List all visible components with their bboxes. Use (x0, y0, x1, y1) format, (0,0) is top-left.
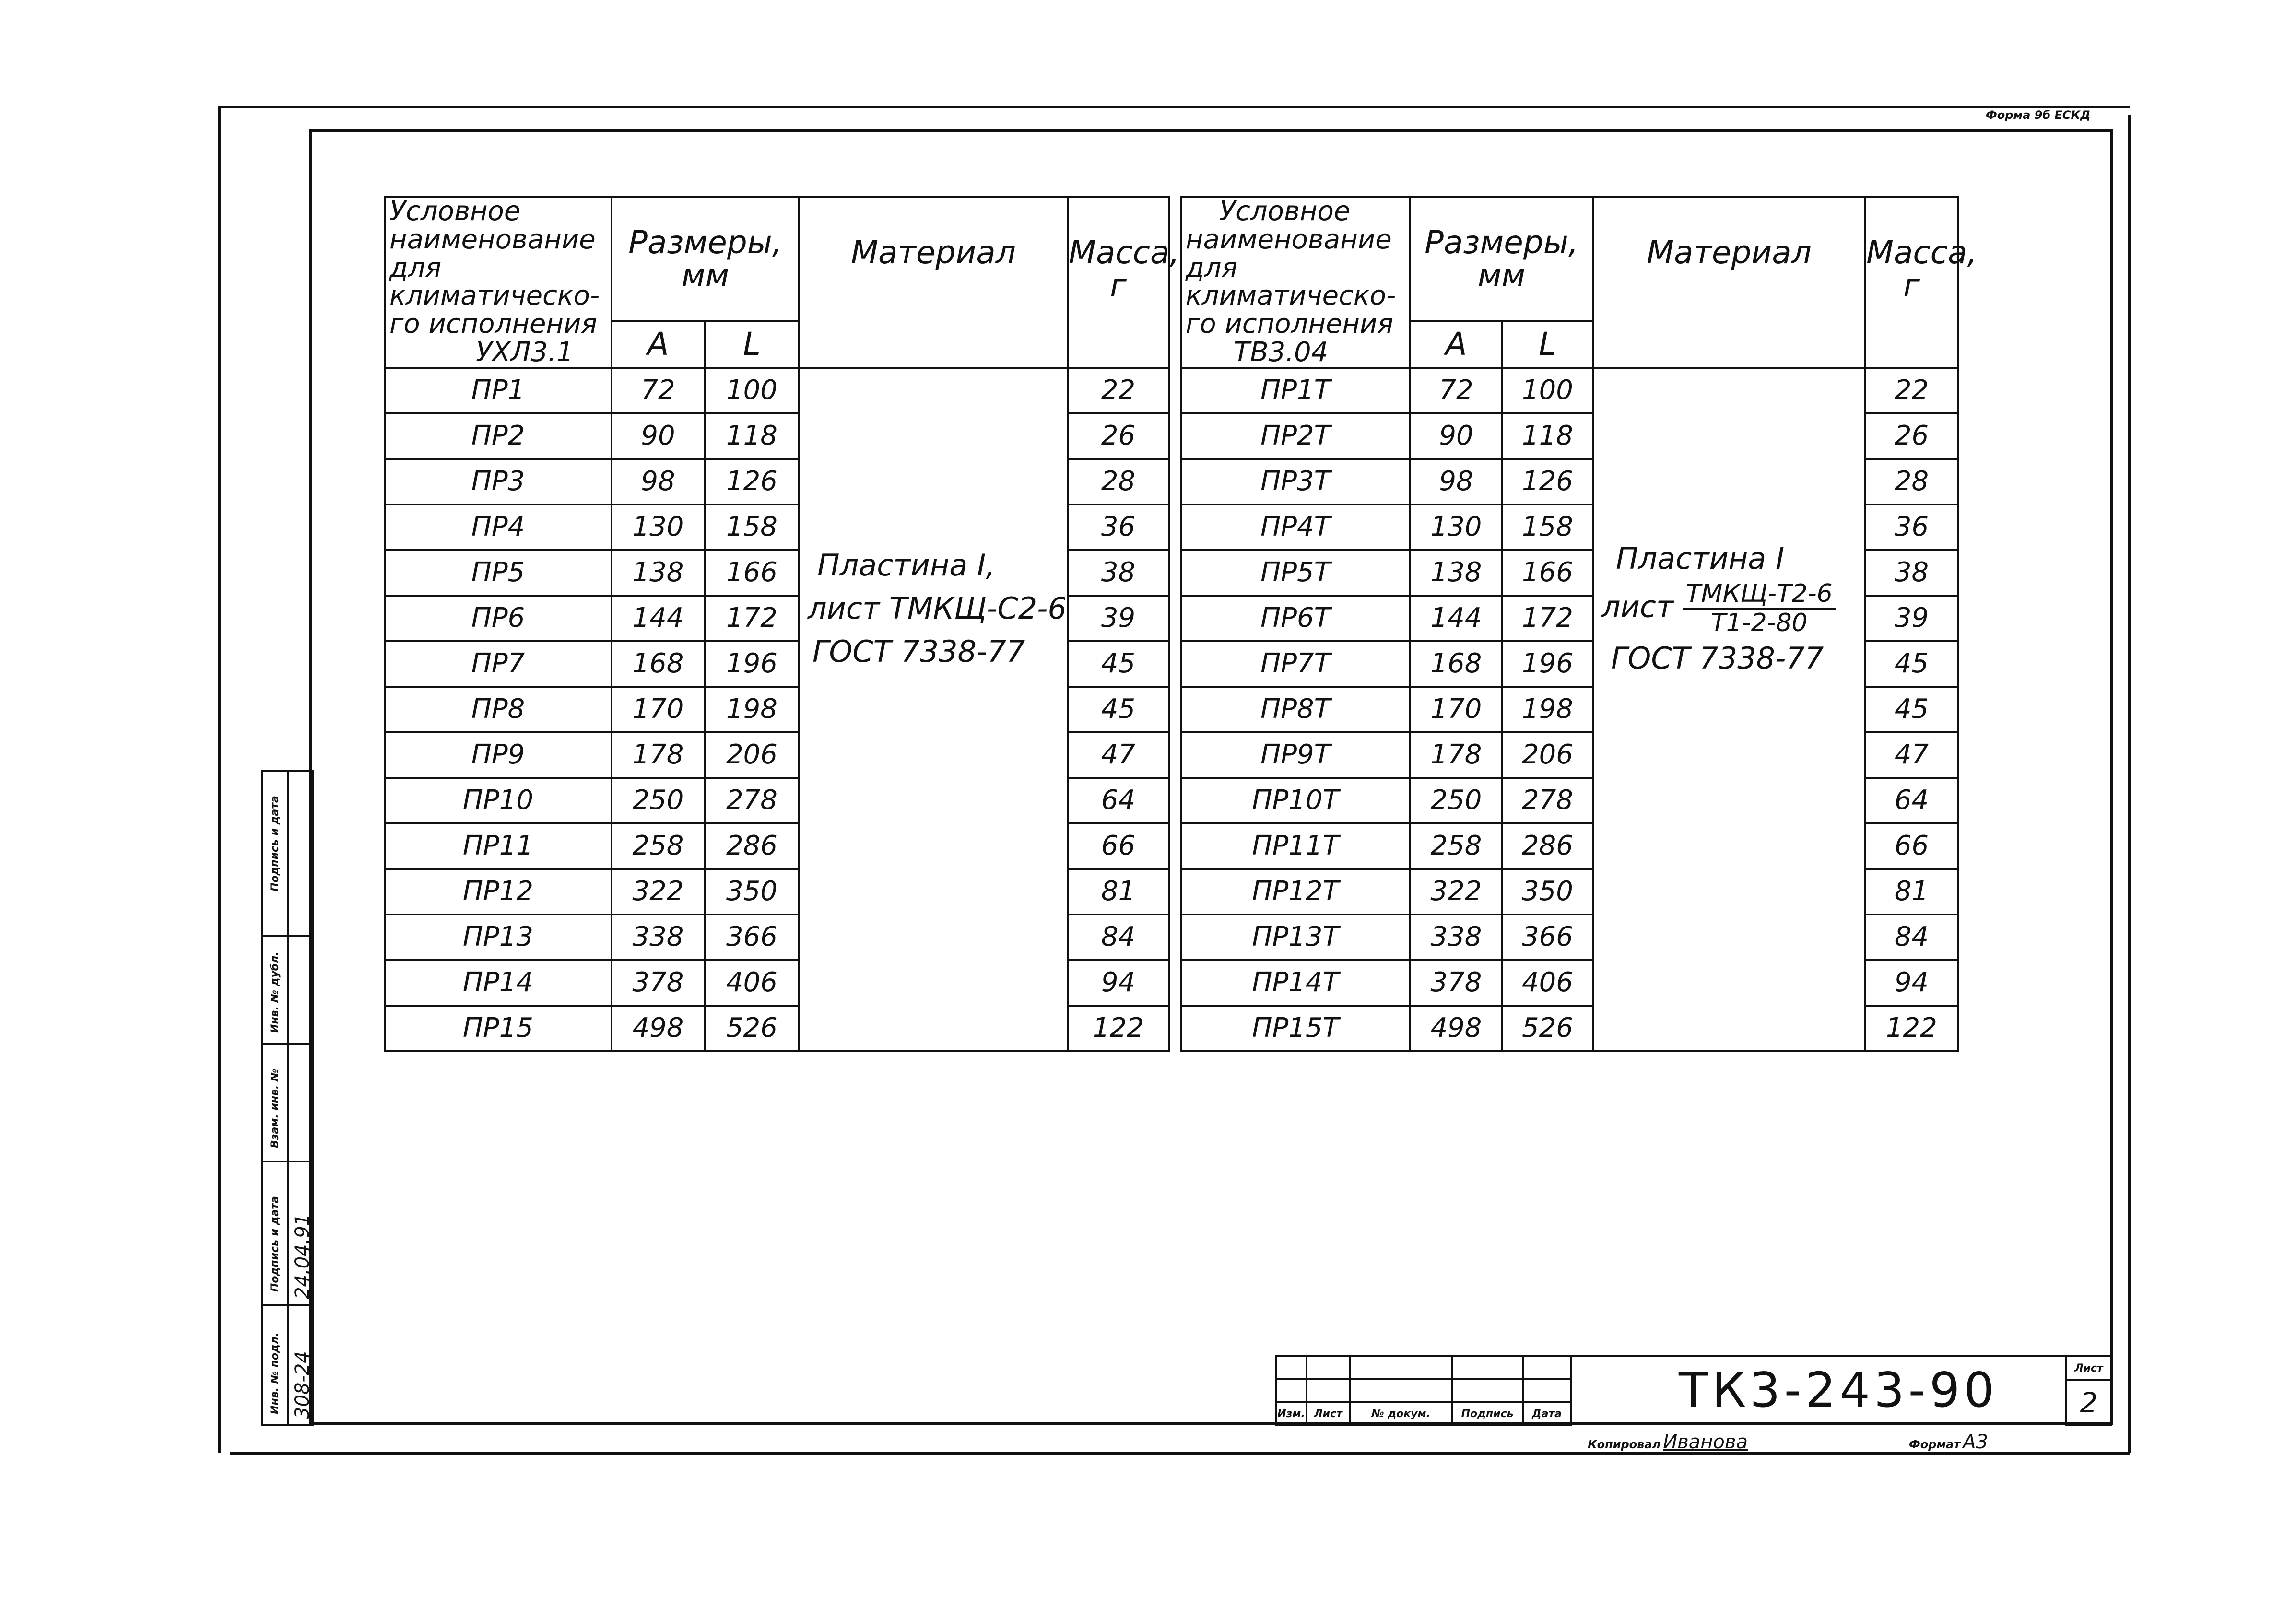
title-block-top (1568, 1355, 2113, 1357)
right-mass-cell: 94 (1865, 960, 1958, 1006)
title-col-list: Лист (1307, 1402, 1350, 1425)
left-l-cell: 126 (705, 459, 799, 504)
right-a-cell: 90 (1410, 413, 1502, 459)
left-name-cell: ПР1 (385, 368, 612, 413)
right-a-cell: 138 (1410, 550, 1502, 596)
right-l-cell: 196 (1502, 641, 1593, 687)
right-l-cell: 100 (1502, 368, 1593, 413)
side-stamp-inv-value: 308-24 (292, 1351, 314, 1419)
right-name-header (1181, 197, 1410, 368)
right-l-cell: 118 (1502, 413, 1593, 459)
title-block-revisions (1275, 1355, 1572, 1426)
sheet-number-box (2065, 1355, 2112, 1426)
right-material-line3: ГОСТ 7338-77 (1611, 641, 1824, 676)
right-l-cell: 206 (1502, 732, 1593, 778)
left-name-cell: ПР9 (385, 732, 612, 778)
right-name-cell: ПР11Т (1181, 823, 1410, 869)
side-stamp-label-5: Подпись и дата (269, 796, 281, 891)
left-l-cell: 166 (705, 550, 799, 596)
right-mass-cell: 84 (1865, 915, 1958, 960)
left-l-cell: 286 (705, 823, 799, 869)
left-a-cell: 170 (612, 687, 705, 732)
left-l-cell: 118 (705, 413, 799, 459)
right-mass-cell: 36 (1865, 504, 1958, 550)
side-stamp-label-2: Подпись и дата (269, 1196, 281, 1292)
inner-frame-bottom (309, 1422, 2113, 1425)
title-col-doc: № докум. (1350, 1402, 1452, 1425)
left-material-line2: лист ТМКЩ-С2-6 (808, 591, 1067, 626)
right-col-l: L (1502, 321, 1593, 368)
right-name-cell: ПР2Т (1181, 413, 1410, 459)
left-name-header-line1: Условное (389, 196, 521, 227)
right-l-cell: 198 (1502, 687, 1593, 732)
left-mass-cell: 47 (1068, 732, 1169, 778)
side-stamp-label-cell-2 (262, 1161, 288, 1305)
title-col-date: Дата (1523, 1402, 1571, 1425)
left-name-cell: ПР4 (385, 504, 612, 550)
left-name-cell: ПР15 (385, 1006, 612, 1051)
right-name-cell: ПР7Т (1181, 641, 1410, 687)
left-a-cell: 258 (612, 823, 705, 869)
side-stamp-sign-cell (288, 1161, 313, 1305)
right-name-cell: ПР9Т (1181, 732, 1410, 778)
left-l-cell: 198 (705, 687, 799, 732)
left-mass-cell: 22 (1068, 368, 1169, 413)
right-a-cell: 130 (1410, 504, 1502, 550)
right-mass-cell: 81 (1865, 869, 1958, 915)
copied-label: Копировал (1588, 1438, 1661, 1451)
left-name-header-line3: для климатическо- (389, 252, 600, 312)
side-stamp-label-cell-5 (262, 771, 288, 936)
right-name-header-line4: го исполнения (1186, 308, 1394, 340)
left-spec-table (384, 196, 1180, 1052)
left-mass-cell: 36 (1068, 504, 1169, 550)
left-a-cell: 378 (612, 960, 705, 1006)
left-name-cell: ПР3 (385, 459, 612, 504)
right-a-cell: 98 (1410, 459, 1502, 504)
right-l-cell: 172 (1502, 596, 1593, 641)
copied-row (1588, 1431, 1748, 1453)
left-name-header-line5: УХЛ3.1 (476, 336, 574, 368)
right-mass-cell: 22 (1865, 368, 1958, 413)
right-a-cell: 258 (1410, 823, 1502, 869)
left-name-cell: ПР11 (385, 823, 612, 869)
right-mass-cell: 64 (1865, 778, 1958, 823)
left-name-header-line2: наименование (389, 223, 596, 255)
right-mass-header-line2: г (1903, 267, 1920, 305)
right-name-cell: ПР5Т (1181, 550, 1410, 596)
left-name-cell: ПР2 (385, 413, 612, 459)
left-name-cell: ПР13 (385, 915, 612, 960)
right-size-header: Размеры, мм (1410, 197, 1593, 321)
right-name-header-line5: ТВ3.04 (1234, 336, 1329, 368)
right-material-prefix: лист (1601, 589, 1674, 624)
left-l-cell: 206 (705, 732, 799, 778)
format-label: Формат (1909, 1438, 1961, 1451)
left-mass-header-line2: г (1110, 267, 1127, 305)
left-name-cell: ПР12 (385, 869, 612, 915)
side-stamp-label-3: Взам. инв. № (269, 1068, 281, 1148)
left-mass-cell: 64 (1068, 778, 1169, 823)
right-mass-cell: 47 (1865, 732, 1958, 778)
left-l-cell: 100 (705, 368, 799, 413)
right-mass-cell: 66 (1865, 823, 1958, 869)
right-spec-table (1180, 196, 1978, 1052)
right-l-cell: 278 (1502, 778, 1593, 823)
left-a-cell: 168 (612, 641, 705, 687)
left-mass-cell: 45 (1068, 687, 1169, 732)
right-name-cell: ПР14Т (1181, 960, 1410, 1006)
right-col-a: A (1410, 321, 1502, 368)
right-material-cell (1593, 368, 1865, 1051)
left-mass-header-line1: Масса, (1069, 234, 1180, 271)
left-a-cell: 250 (612, 778, 705, 823)
left-l-cell: 196 (705, 641, 799, 687)
right-a-cell: 498 (1410, 1006, 1502, 1051)
right-name-cell: ПР3Т (1181, 459, 1410, 504)
right-mass-header (1865, 197, 1978, 368)
left-name-header-line4: го исполнения (389, 308, 598, 340)
side-stamp-empty-4 (288, 936, 313, 1044)
left-l-cell: 526 (705, 1006, 799, 1051)
left-a-cell: 98 (612, 459, 705, 504)
right-name-cell: ПР10Т (1181, 778, 1410, 823)
right-a-cell: 250 (1410, 778, 1502, 823)
left-a-cell: 322 (612, 869, 705, 915)
left-col-a: A (612, 321, 705, 368)
right-a-cell: 170 (1410, 687, 1502, 732)
side-stamp-label-cell-3 (262, 1044, 288, 1161)
side-stamp-sign-value: 24.04.91 (292, 1213, 314, 1299)
format-value: А3 (1963, 1431, 1989, 1453)
outer-frame-left (218, 106, 221, 1453)
outer-frame-right (2128, 115, 2131, 1453)
left-a-cell: 498 (612, 1006, 705, 1051)
document-code: ТК3-243-90 (1679, 1362, 1998, 1418)
left-name-cell: ПР7 (385, 641, 612, 687)
side-stamp-label-4: Инв. № дубл. (269, 951, 281, 1033)
form-label: Форма 9б ЕСКД (1986, 108, 2091, 122)
left-row (385, 368, 1169, 413)
right-mass-cell: 45 (1865, 687, 1958, 732)
left-mass-cell: 122 (1068, 1006, 1169, 1051)
copied-value: Иванова (1663, 1431, 1748, 1453)
sheet-label: Лист (2066, 1356, 2111, 1380)
right-material-fraction (1683, 580, 1836, 637)
side-stamp-inv-cell (288, 1305, 313, 1425)
right-mass-cell: 28 (1865, 459, 1958, 504)
right-mass-cell: 122 (1865, 1006, 1958, 1051)
left-material-line3: ГОСТ 7338-77 (812, 634, 1025, 669)
left-mass-cell: 39 (1068, 596, 1169, 641)
left-name-cell: ПР8 (385, 687, 612, 732)
title-col-izm: Изм. (1276, 1402, 1307, 1425)
right-l-cell: 526 (1502, 1006, 1593, 1051)
right-material-header: Материал (1593, 197, 1865, 368)
left-mass-cell: 38 (1068, 550, 1169, 596)
right-a-cell: 144 (1410, 596, 1502, 641)
right-a-cell: 338 (1410, 915, 1502, 960)
left-mass-cell: 94 (1068, 960, 1169, 1006)
left-mass-cell: 84 (1068, 915, 1169, 960)
right-a-cell: 168 (1410, 641, 1502, 687)
left-l-cell: 172 (705, 596, 799, 641)
right-l-cell: 286 (1502, 823, 1593, 869)
right-mass-header-line1: Масса, (1866, 234, 1978, 271)
side-stamp-label-cell-1 (262, 1305, 288, 1425)
right-name-cell: ПР6Т (1181, 596, 1410, 641)
left-col-l: L (705, 321, 799, 368)
right-name-cell: ПР8Т (1181, 687, 1410, 732)
right-name-cell: ПР13Т (1181, 915, 1410, 960)
side-stamp-empty-5 (288, 771, 313, 936)
right-name-cell: ПР15Т (1181, 1006, 1410, 1051)
right-l-cell: 126 (1502, 459, 1593, 504)
side-stamp-label-1: Инв. № подл. (269, 1332, 281, 1414)
left-a-cell: 338 (612, 915, 705, 960)
right-a-cell: 378 (1410, 960, 1502, 1006)
right-mass-cell: 38 (1865, 550, 1958, 596)
left-a-cell: 90 (612, 413, 705, 459)
left-l-cell: 158 (705, 504, 799, 550)
left-size-header: Размеры, мм (612, 197, 799, 321)
right-material-num: ТМКЩ-Т2-6 (1683, 580, 1836, 610)
left-material-line1: Пластина I, (817, 548, 995, 583)
left-mass-cell: 81 (1068, 869, 1169, 915)
right-material-den: Т1-2-80 (1710, 609, 1808, 638)
right-a-cell: 72 (1410, 368, 1502, 413)
right-l-cell: 158 (1502, 504, 1593, 550)
right-mass-cell: 39 (1865, 596, 1958, 641)
outer-frame-bottom (230, 1452, 2130, 1455)
left-material-cell (799, 368, 1068, 1051)
left-mass-cell: 28 (1068, 459, 1169, 504)
title-col-sign: Подпись (1452, 1402, 1523, 1425)
left-l-cell: 278 (705, 778, 799, 823)
left-l-cell: 350 (705, 869, 799, 915)
left-name-cell: ПР6 (385, 596, 612, 641)
side-stamp (261, 770, 314, 1426)
right-a-cell: 322 (1410, 869, 1502, 915)
right-name-header-line1: Условное (1219, 196, 1351, 227)
right-mass-cell: 26 (1865, 413, 1958, 459)
left-a-cell: 72 (612, 368, 705, 413)
outer-frame-top (218, 106, 2130, 108)
left-name-header (385, 197, 612, 368)
inner-frame-right (2110, 129, 2113, 1424)
side-stamp-empty-3 (288, 1044, 313, 1161)
right-name-header-line3: для климатическо- (1186, 252, 1396, 312)
left-a-cell: 138 (612, 550, 705, 596)
right-material-line1: Пластина I (1616, 541, 1785, 576)
left-name-cell: ПР5 (385, 550, 612, 596)
left-l-cell: 366 (705, 915, 799, 960)
right-a-cell: 178 (1410, 732, 1502, 778)
left-mass-cell: 66 (1068, 823, 1169, 869)
right-l-cell: 350 (1502, 869, 1593, 915)
left-a-cell: 144 (612, 596, 705, 641)
right-name-cell: ПР12Т (1181, 869, 1410, 915)
left-a-cell: 178 (612, 732, 705, 778)
right-name-cell: ПР1Т (1181, 368, 1410, 413)
right-mass-cell: 45 (1865, 641, 1958, 687)
side-stamp-label-cell-4 (262, 936, 288, 1044)
format-row (1909, 1431, 1988, 1453)
left-name-cell: ПР14 (385, 960, 612, 1006)
right-l-cell: 406 (1502, 960, 1593, 1006)
right-l-cell: 366 (1502, 915, 1593, 960)
left-mass-cell: 45 (1068, 641, 1169, 687)
left-mass-header (1068, 197, 1180, 368)
left-mass-cell: 26 (1068, 413, 1169, 459)
right-row (1181, 368, 1958, 413)
left-a-cell: 130 (612, 504, 705, 550)
inner-frame-top (309, 129, 2113, 132)
left-material-header: Материал (799, 197, 1068, 368)
sheet-number: 2 (2066, 1380, 2111, 1425)
left-name-cell: ПР10 (385, 778, 612, 823)
left-l-cell: 406 (705, 960, 799, 1006)
right-l-cell: 166 (1502, 550, 1593, 596)
right-name-cell: ПР4Т (1181, 504, 1410, 550)
right-name-header-line2: наименование (1186, 223, 1392, 255)
